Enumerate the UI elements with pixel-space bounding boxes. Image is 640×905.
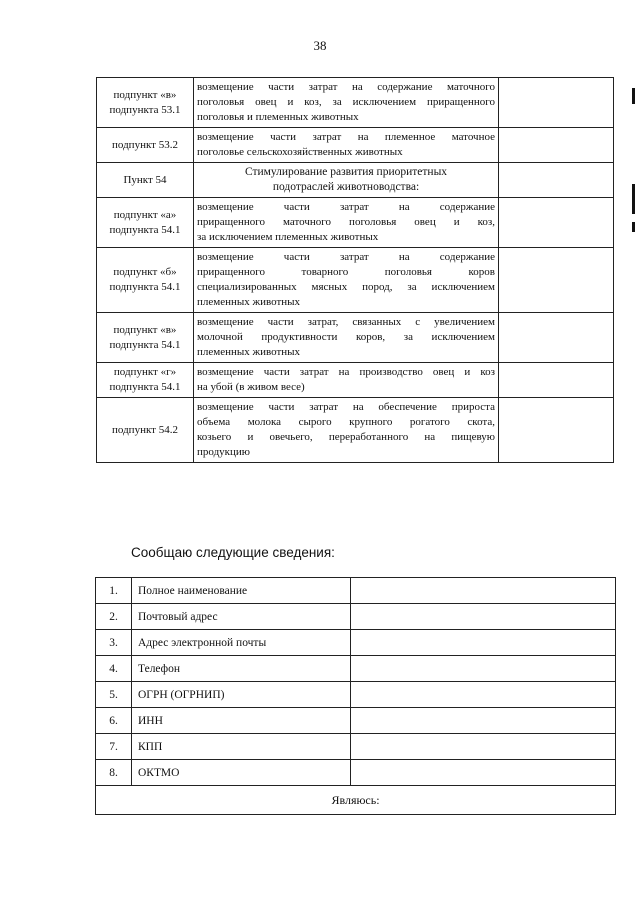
oktmo-field[interactable] xyxy=(351,760,616,786)
row-value-cell[interactable] xyxy=(499,313,614,363)
row-reference: подпункт «г» подпункта 54.1 xyxy=(97,363,194,398)
row-description: возмещение части затрат на производство овец и коз на убой (в живом весе) xyxy=(194,363,499,398)
row-value-cell[interactable] xyxy=(499,163,614,198)
scan-edge-mark xyxy=(632,184,635,214)
table-row xyxy=(97,128,614,163)
table-row xyxy=(96,708,616,734)
row-description: возмещение части затрат на содержание приращенного маточного поголовья овец и коз, за исключением племенных животных xyxy=(194,198,499,248)
email-field[interactable] xyxy=(351,630,616,656)
row-label: ОКТМО xyxy=(132,760,351,786)
table-row xyxy=(96,656,616,682)
table-row xyxy=(97,78,614,128)
table-row xyxy=(96,630,616,656)
row-reference: подпункт 54.2 xyxy=(97,398,194,463)
row-label: КПП xyxy=(132,734,351,760)
row-reference: подпункт «б» подпункта 54.1 xyxy=(97,248,194,313)
row-value-cell[interactable] xyxy=(499,128,614,163)
page-number: 38 xyxy=(313,38,327,53)
row-number: 1. xyxy=(96,578,132,604)
scan-edge-mark xyxy=(632,222,635,232)
table-row xyxy=(96,734,616,760)
table-row xyxy=(97,313,614,363)
table-row xyxy=(97,163,614,198)
row-description: возмещение части затрат на содержание приращенного товарного поголовья коров специализированных мясных пород, за исключением племенных животных xyxy=(194,248,499,313)
row-value-cell[interactable] xyxy=(499,78,614,128)
status-declaration: Являюсь: xyxy=(96,786,616,815)
table-row xyxy=(97,363,614,398)
full-name-field[interactable] xyxy=(351,578,616,604)
table-row xyxy=(96,578,616,604)
table-row xyxy=(97,198,614,248)
row-number: 3. xyxy=(96,630,132,656)
phone-field[interactable] xyxy=(351,656,616,682)
table-row xyxy=(96,760,616,786)
row-label: ОГРН (ОГРНИП) xyxy=(132,682,351,708)
row-label: Полное наименование xyxy=(132,578,351,604)
inn-field[interactable] xyxy=(351,708,616,734)
row-value-cell[interactable] xyxy=(499,398,614,463)
row-label: Почтовый адрес xyxy=(132,604,351,630)
info-table xyxy=(95,577,616,815)
row-value-cell[interactable] xyxy=(499,248,614,313)
row-number: 2. xyxy=(96,604,132,630)
row-reference: подпункт «а» подпункта 54.1 xyxy=(97,198,194,248)
row-value-cell[interactable] xyxy=(499,198,614,248)
table-row xyxy=(96,682,616,708)
ogrn-field[interactable] xyxy=(351,682,616,708)
table-row xyxy=(97,248,614,313)
scan-edge-mark xyxy=(632,88,635,104)
row-reference: подпункт 53.2 xyxy=(97,128,194,163)
row-reference: Пункт 54 xyxy=(97,163,194,198)
subsidy-table xyxy=(96,77,614,463)
row-reference: подпункт «в» подпункта 54.1 xyxy=(97,313,194,363)
row-number: 4. xyxy=(96,656,132,682)
row-reference: подпункт «в» подпункта 53.1 xyxy=(97,78,194,128)
row-number: 7. xyxy=(96,734,132,760)
row-number: 6. xyxy=(96,708,132,734)
postal-address-field[interactable] xyxy=(351,604,616,630)
row-label: Телефон xyxy=(132,656,351,682)
intro-text: Сообщаю следующие сведения: xyxy=(131,545,335,560)
row-description: возмещение части затрат на содержание маточного поголовья овец и коз, за исключением приращенного поголовья и племенных животных xyxy=(194,78,499,128)
kpp-field[interactable] xyxy=(351,734,616,760)
row-description: возмещение части затрат на обеспечение прироста объема молока сырого крупного рогатого скота, козьего и овечьего, переработанного на пищевую продукцию xyxy=(194,398,499,463)
row-label: Адрес электронной почты xyxy=(132,630,351,656)
row-description: возмещение части затрат на племенное маточное поголовье сельскохозяйственных животных xyxy=(194,128,499,163)
row-number: 5. xyxy=(96,682,132,708)
row-description: возмещение части затрат, связанных с увеличением молочной продуктивности коров, за исключением племенных животных xyxy=(194,313,499,363)
table-row xyxy=(96,604,616,630)
table-row xyxy=(97,398,614,463)
row-number: 8. xyxy=(96,760,132,786)
table-row xyxy=(96,786,616,815)
row-value-cell[interactable] xyxy=(499,363,614,398)
row-label: ИНН xyxy=(132,708,351,734)
row-description: Стимулирование развития приоритетных подотраслей животноводства: xyxy=(194,163,499,198)
